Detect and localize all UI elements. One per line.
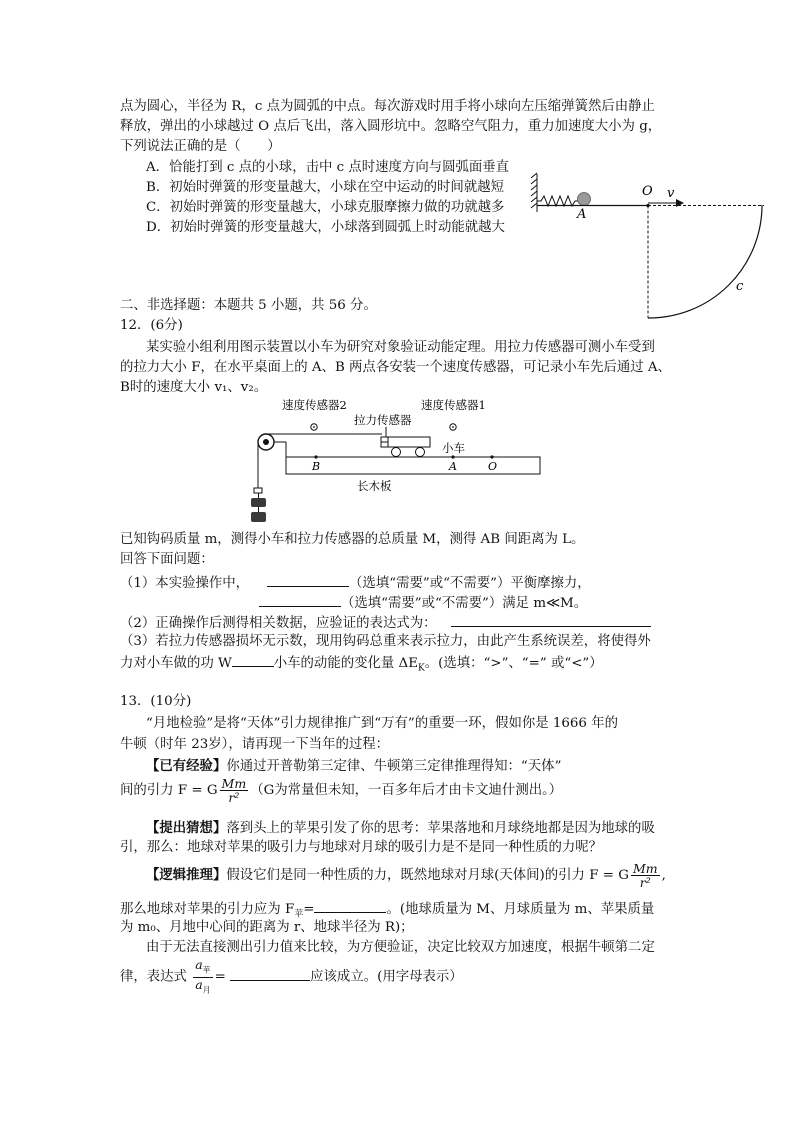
q13-logic-line-3: 为 m₀、月地中心间的距离为 r、地球半径为 R)； bbox=[120, 920, 414, 935]
label-long-board: 长木板 bbox=[357, 479, 392, 493]
answer-blank-ratio[interactable] bbox=[230, 966, 310, 981]
q13-header: 13．(10分) bbox=[120, 694, 192, 709]
q13-logic-line-2: 那么地球对苹果的引力应为 $F_苹=$ 。(地球质量为 M、月球质量为 m、苹果质量 bbox=[120, 898, 654, 925]
subscript-apple: 苹 bbox=[294, 909, 304, 920]
q12-sub-3b-prefix: 力对小车做的功 W bbox=[120, 656, 232, 671]
q12-para-3: B时的速度大小 v₁、v₂。 bbox=[120, 380, 268, 395]
answer-blank-f-apple[interactable] bbox=[314, 898, 386, 913]
q11-option-d: D．初始时弹簧的形变量越大，小球落到圆弧上时动能就越大 bbox=[146, 220, 505, 235]
q12-sub-3b bbox=[120, 652, 603, 679]
q13-experience-text: 你通过开普勒第三定律、牛顿第三定律推理得知：“天体” bbox=[226, 759, 562, 774]
label-point-a: A bbox=[449, 460, 457, 473]
fraction-numerator: Mm bbox=[221, 776, 247, 791]
tag-hypothesis: 【提出猜想】 bbox=[146, 820, 227, 836]
fraction-mm-over-r2 bbox=[220, 777, 249, 804]
ball bbox=[578, 193, 591, 206]
q12-sub-2-text: （2）正确操作后测得相关数据，应验证的表达式为： bbox=[120, 616, 437, 631]
q12-sub-1b-suffix: （选填“需要”或“不需要”）满足 m≪M。 bbox=[341, 596, 588, 611]
q12-answer-prompt: 回答下面问题： bbox=[120, 552, 214, 567]
fraction-numerator-b: Mm bbox=[632, 861, 658, 876]
q12-sub-3b-mid: 小车的动能的变化量 ΔE bbox=[273, 656, 418, 671]
ratio-denominator bbox=[193, 978, 212, 997]
fraction-denominator: r² bbox=[228, 790, 240, 805]
label-c: c bbox=[736, 279, 744, 294]
ratio-denominator-sub: 月 bbox=[202, 985, 211, 994]
q11-line-1: 点为圆心，半径为 R，c 点为圆弧的中点。每次游戏时用手将小球向左压缩弹簧然后由静止 bbox=[120, 99, 655, 114]
q13-experience-line bbox=[146, 756, 561, 777]
label-point-b: B bbox=[312, 460, 321, 473]
q11-line-2: 释放，弹出的小球越过 O 点后飞出，落入圆形坑中。忽略空气阻力，重力加速度大小为 g， bbox=[120, 119, 662, 134]
tag-existing-experience: 【已有经验】 bbox=[146, 758, 227, 774]
q12-para-1: 某实验小组利用图示装置以小车为研究对象验证动能定理。用拉力传感器可测小车受到 bbox=[146, 340, 655, 355]
q13-logic-line: 【逻辑推理】假设它们是同一种性质的力，既然地球对月球(天体间)的引力 F = G $\frac{Mm}{\text{r²}}$ , bbox=[146, 861, 666, 890]
ratio-denominator-symbol: a bbox=[195, 976, 203, 992]
spring bbox=[537, 196, 578, 206]
q12-sub-1a-prefix: （1）本实验操作中， bbox=[120, 576, 250, 591]
long-board bbox=[286, 457, 540, 474]
tag-logical-reasoning: 【逻辑推理】 bbox=[146, 867, 227, 883]
q13-guess-line-2: 引，那么：地球对苹果的吸引力与地球对月球的吸引力是不是同一种性质的力呢？ bbox=[120, 840, 603, 855]
q13-logic-text: 假设它们是同一种性质的力，既然地球对月球(天体间)的引力 F = G bbox=[226, 868, 629, 883]
answer-blank-1a[interactable] bbox=[267, 572, 349, 587]
q13-gravity-formula bbox=[120, 776, 562, 806]
pit-arc bbox=[648, 205, 762, 318]
q12-sub-1a-suffix: （选填“需要”或“不需要”）平衡摩擦力， bbox=[349, 576, 591, 591]
q13-para-2: 牛顿（时年 23岁），请再现一下当年的过程： bbox=[120, 737, 390, 752]
q11-option-a: A．恰能打到 c 点的小球，击中 c 点时速度方向与圆弧面垂直 bbox=[146, 160, 510, 175]
q12-sub-2 bbox=[120, 612, 651, 634]
q11-figure bbox=[528, 168, 778, 328]
fraction-mm-over-r2-b bbox=[631, 862, 660, 889]
cart-body bbox=[382, 437, 430, 447]
wall-hatch bbox=[531, 173, 537, 212]
label-v: v bbox=[667, 186, 675, 201]
q12-sub-3b-tail: 。(选填：“>”、“=” 或“<”） bbox=[424, 656, 603, 671]
q13-logic-line-2-suffix: 。(地球质量为 M、月球质量为 m、苹果质量 bbox=[386, 902, 655, 917]
fraction-acceleration-ratio bbox=[193, 958, 212, 996]
ratio-numerator-symbol: a bbox=[195, 957, 203, 972]
q12-sub-1a bbox=[120, 572, 591, 594]
cart-wheel-right bbox=[416, 448, 425, 457]
q13-compare-line-1: 由于无法直接测出引力值来比较，为方便验证，决定比较双方加速度，根据牛顿第二定 bbox=[146, 940, 655, 955]
answer-blank-1b[interactable] bbox=[259, 592, 341, 607]
q13-guess-line bbox=[146, 818, 655, 839]
q13-compare-line-2: 律，表达式 $\frac{a_苹}{a_月}$ = 应该成立。(用字母表示） bbox=[120, 957, 463, 994]
q13-compare-suffix: 应该成立。(用字母表示） bbox=[310, 969, 463, 985]
q11-option-c: C．初始时弹簧的形变量越大，小球克服摩擦力做的功就越多 bbox=[146, 200, 505, 215]
q12-sub-3b-subscript: K bbox=[417, 663, 425, 674]
answer-blank-2[interactable] bbox=[451, 612, 651, 627]
ratio-numerator-sub: 苹 bbox=[202, 965, 211, 975]
label-speed-sensor-1: 速度传感器1 bbox=[421, 398, 486, 412]
q11-option-b: B．初始时弹簧的形变量越大，小球在空中运动的时间就越短 bbox=[146, 180, 504, 195]
label-point-o: O bbox=[488, 460, 498, 473]
q13-compare-prefix: 律，表达式 bbox=[120, 969, 187, 985]
cart-wheel-left bbox=[392, 448, 401, 457]
q12-given: 已知钩码质量 m，测得小车和拉力传感器的总质量 M，测得 AB 间距离为 L。 bbox=[120, 532, 585, 547]
q13-logic-line-2-prefix: 那么地球对苹果的引力应为 F bbox=[120, 902, 295, 917]
label-force-sensor: 拉力传感器 bbox=[354, 413, 412, 427]
weight-lower bbox=[251, 512, 266, 522]
q12-sub-3a: （3）若拉力传感器损坏无示数，现用钩码总重来表示拉力，由此产生系统误差，将使得外 bbox=[120, 634, 651, 649]
ratio-numerator bbox=[193, 958, 212, 978]
fraction-denominator-b: r² bbox=[639, 875, 651, 890]
hook bbox=[254, 488, 262, 493]
section-2-header: 二、非选择题：本题共 5 小题，共 56 分。 bbox=[120, 298, 377, 313]
q12-sub-1b bbox=[259, 592, 587, 614]
formula-note: （G为常量但未知，一百多年后才由卡文迪什测出。） bbox=[250, 783, 563, 798]
q13-para-1: “月地检验”是将“天体”引力规律推广到“万有”的重要一环，假如你是 1666 年的 bbox=[146, 716, 618, 731]
q12-para-2: 的拉力大小 F，在水平桌面上的 A、B 两点各安装一个速度传感器，可记录小车先后通过 A、 bbox=[120, 360, 671, 375]
q12-header: 12．(6分) bbox=[120, 318, 183, 333]
label-a: A bbox=[577, 207, 587, 222]
label-cart: 小车 bbox=[442, 441, 465, 455]
label-o: O bbox=[642, 184, 653, 199]
q12-figure bbox=[246, 394, 556, 530]
answer-blank-3[interactable] bbox=[232, 652, 274, 667]
q11-line-3: 下列说法正确的是（ ） bbox=[120, 139, 281, 154]
weight-upper bbox=[251, 498, 266, 507]
label-speed-sensor-2: 速度传感器2 bbox=[282, 398, 347, 412]
q13-guess-text: 落到头上的苹果引发了你的思考：苹果落地和月球绕地都是因为地球的吸 bbox=[226, 821, 655, 836]
formula-prefix: 间的引力 F = G bbox=[120, 783, 218, 798]
